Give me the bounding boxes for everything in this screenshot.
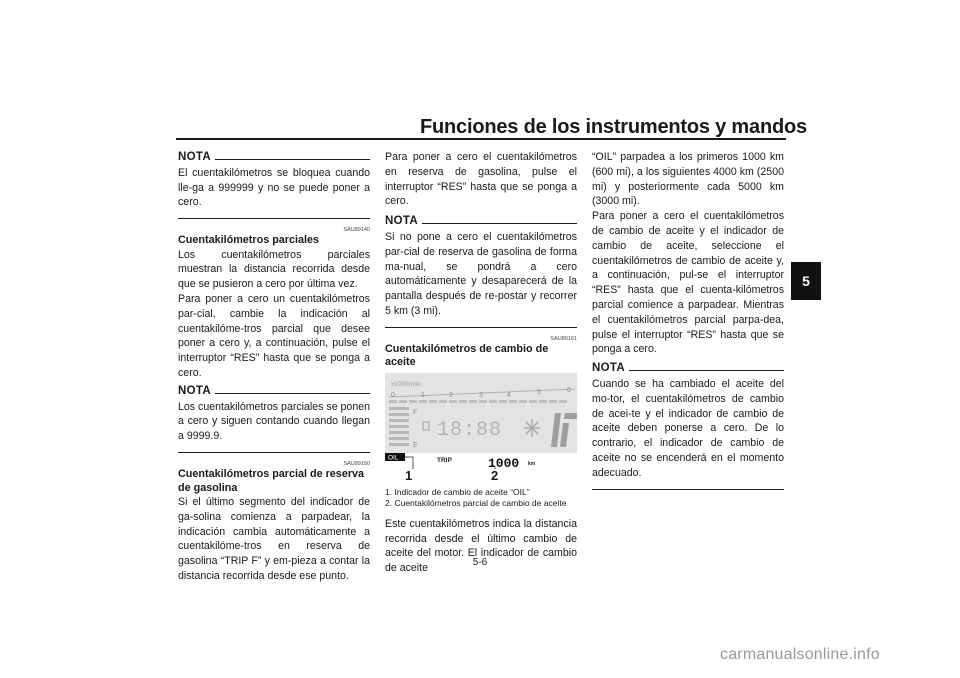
section-title: Cuentakilómetros parciales xyxy=(178,234,320,247)
note-label: NOTA xyxy=(178,151,211,163)
section-code: SAU89161 xyxy=(550,335,577,342)
paragraph: Para poner a cero el cuentakilómetros de cambio de aceite y el indicador de cambio de aceite, seleccione el cuentakilómetros de cambio de aceite y, a continuación, pul-se el interruptor “RES” hasta que el cuenta-kilómetros parcial comience a parpadear. Mientras el cuentakilómetros parcial parpa-dea, pulse el interruptor “RES” hasta que se ponga a cero. xyxy=(592,210,784,356)
caption-item: 1. Indicador de cambio de aceite “OIL” xyxy=(385,486,530,497)
note-header xyxy=(178,384,370,399)
note-label: NOTA xyxy=(178,384,211,397)
chapter-tab: 5 xyxy=(791,262,821,300)
paragraph: “OIL” parpadea a los primeros 1000 km (600 mi), a los siguientes 4000 km (2500 mi) y posteriormente cada 5000 km (3000 mi). xyxy=(592,151,784,208)
column-2 xyxy=(385,150,577,576)
section-title: Cuentakilómetros parcial de reserva de gasolina xyxy=(178,468,365,494)
note-text: Si no pone a cero el cuentakilómetros par-cial de reserva de gasolina de forma ma-nual, se pondrá a cero automáticamente y desaparecerá de la pantalla después de re-postar y recorrer 5 km (3 mi). xyxy=(385,230,577,317)
note-label: NOTA xyxy=(385,215,418,228)
trip-label: TRIP xyxy=(437,456,452,464)
watermark: carmanualsonline.info xyxy=(720,646,880,663)
tach-number: 4 xyxy=(507,391,511,399)
figure-callouts xyxy=(385,469,577,485)
page-title: Funciones de los instrumentos y mandos xyxy=(420,116,807,138)
note-end-rule xyxy=(385,327,577,328)
odometer-value: 1000 xyxy=(488,455,520,469)
section-code: SAU89140 xyxy=(343,227,370,234)
section-code: SAU89150 xyxy=(343,461,370,468)
instrument-display-illustration xyxy=(385,373,577,469)
paragraph: Si el último segmento del indicador de ga-solina comienza a parpadear, la indicación cambia automáticamente a cuentakilóme-tros en reserva de gasolina “TRIP F” y em-pieza a contar la distancia recorrida desde ese punto. xyxy=(178,496,370,583)
column-1 xyxy=(178,150,370,584)
fuel-empty-label: E xyxy=(413,441,418,449)
note-header xyxy=(385,214,577,229)
unit-label: km xyxy=(528,460,536,467)
note-label: NOTA xyxy=(592,362,625,375)
oil-badge-text: OIL xyxy=(388,454,399,462)
note-end-rule xyxy=(592,489,784,490)
figure-captions xyxy=(385,487,577,509)
note-header xyxy=(592,361,784,376)
tach-number: 1 xyxy=(421,391,425,399)
tach-number: 3 xyxy=(479,391,483,399)
column-3 xyxy=(592,150,784,496)
note-end-rule xyxy=(178,218,370,219)
rpm-label: x1000r/min xyxy=(391,381,421,388)
header-rule xyxy=(176,138,786,140)
section-title: Cuentakilómetros de cambio de aceite xyxy=(385,342,549,369)
tach-number: 2 xyxy=(449,391,453,399)
clock-display: 18:88 xyxy=(437,418,503,442)
tach-number: 6 xyxy=(567,386,571,394)
paragraph: Los cuentakilómetros parciales muestran la distancia recorrida desde que se pusieron a cero por última vez. xyxy=(178,248,370,291)
instrument-display-svg xyxy=(385,373,577,469)
callout-1: 1 xyxy=(405,467,413,483)
note-header xyxy=(178,150,370,165)
page-number: 5-6 xyxy=(472,557,488,568)
callout-2: 2 xyxy=(491,467,499,483)
tach-number: 5 xyxy=(537,388,541,396)
paragraph: Para poner a cero el cuentakilómetros en reserva de gasolina, pulse el interruptor “RES” hasta que se ponga a cero. xyxy=(385,151,577,208)
note-text: Cuando se ha cambiado el aceite del mo-tor, el cuentakilómetros de cambio de acei-te y el indicador de cambio de aceite deben ponerse a cero. De lo contrario, el indicador de cambio de aceite no se encenderá en el momento adecuado. xyxy=(592,377,784,479)
ice-warning-icon xyxy=(524,419,540,437)
fuel-full-label: F xyxy=(413,408,418,416)
paragraph: Para poner a cero un cuentakilómetros par-cial, cambie la indicación al cuentakilóme-tros parcial que desee poner a cero y, a continuación, pulse el interruptor “RES” hasta que se ponga a cero. xyxy=(178,293,370,380)
note-text: Los cuentakilómetros parciales se ponen a cero y siguen contando cuando llegan a 9999.9. xyxy=(178,400,370,443)
paragraph: Este cuentakilómetros indica la distancia recorrida desde el último cambio de aceite del motor. El indicador de cambio de aceite xyxy=(385,517,577,575)
note-text: El cuentakilómetros se bloquea cuando lle-ga a 999999 y no se puede poner a cero. xyxy=(178,166,370,209)
tach-number: 0 xyxy=(391,391,395,399)
caption-item: 2. Cuentakilómetros parcial de cambio de aceite xyxy=(385,497,567,508)
note-end-rule xyxy=(178,452,370,453)
